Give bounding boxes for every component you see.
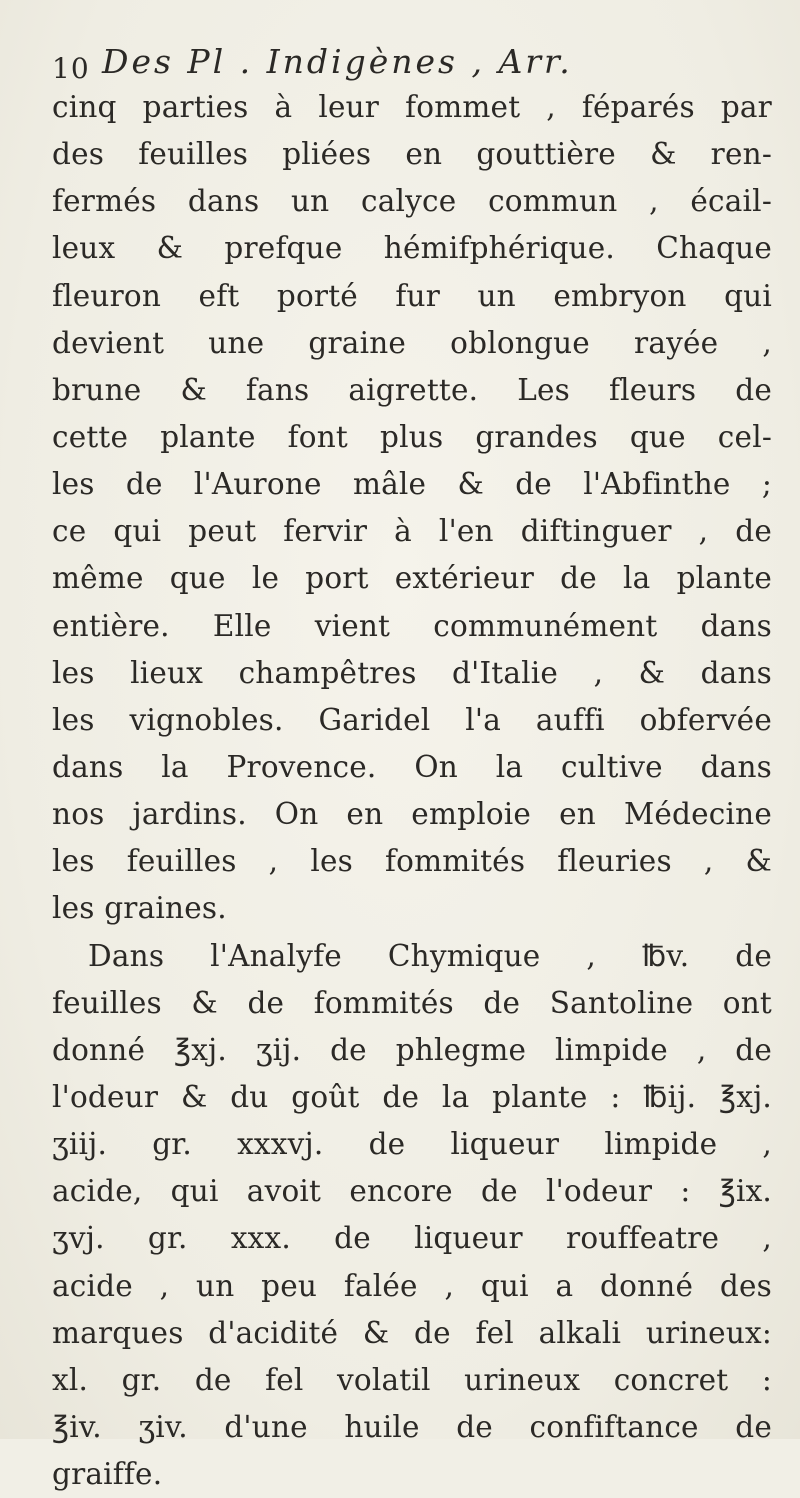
text-line: nos jardins. On en emploie en Médecine <box>52 797 772 832</box>
text-line: acide , un peu falée , qui a donné des <box>52 1268 772 1303</box>
text-line: acide, qui avoit encore de l'odeur : ℥ix. <box>52 1174 772 1209</box>
text-line: fermés dans un calyce commun , écail- <box>52 184 772 219</box>
text-line: même que le port extérieur de la plante <box>52 561 772 596</box>
text-line: les graines. <box>52 891 227 926</box>
page-header <box>52 30 772 90</box>
text-line: les lieux champêtres d'Italie , & dans <box>52 655 772 690</box>
text-line: donné ℥xj. ʒij. de phlegme limpide , de <box>52 1032 772 1067</box>
body-text <box>52 84 772 1498</box>
text-line: fleuron eft porté fur un embryon qui <box>52 278 772 313</box>
text-line: ʒvj. gr. xxx. de liqueur rouffeatre , <box>52 1221 772 1256</box>
text-line: les vignobles. Garidel l'a auffi obfervée <box>52 702 772 737</box>
text-line: cette plante font plus grandes que cel- <box>52 419 772 454</box>
text-line: ℥iv. ʒiv. d'une huile de confiftance de <box>52 1409 772 1444</box>
text-line: les de l'Aurone mâle & de l'Abfinthe ; <box>52 467 772 502</box>
text-line: feuilles & de fommités de Santoline ont <box>52 985 772 1020</box>
text-line: Dans l'Analyfe Chymique , ℔v. de <box>88 938 772 973</box>
text-line: devient une graine oblongue rayée , <box>52 325 772 360</box>
text-line: dans la Provence. On la cultive dans <box>52 749 772 784</box>
text-line: cinq parties à leur fommet , féparés par <box>52 90 772 124</box>
text-line: les feuilles , les fommités fleuries , & <box>52 844 772 879</box>
text-line: ce qui peut fervir à l'en diftinguer , de <box>52 514 772 549</box>
text-line: xl. gr. de fel volatil urineux concret : <box>52 1362 772 1397</box>
text-line: entière. Elle vient communément dans <box>52 608 772 643</box>
text-line: graiffe. <box>52 1457 163 1492</box>
text-line: marques d'acidité & de fel alkali urineux: <box>52 1315 772 1350</box>
text-line: leux & prefque hémifphérique. Chaque <box>52 231 772 266</box>
running-head: Des Pl . Indigènes , Arr. <box>102 42 573 81</box>
text-line: brune & fans aigrette. Les fleurs de <box>52 372 772 407</box>
text-line: l'odeur & du goût de la plante : ℔ij. ℥xj. <box>52 1079 772 1114</box>
text-line: des feuilles pliées en gouttière & ren- <box>52 137 772 172</box>
page-number: 10 <box>52 52 90 85</box>
text-line: ʒiij. gr. xxxvj. de liqueur limpide , <box>52 1127 772 1162</box>
